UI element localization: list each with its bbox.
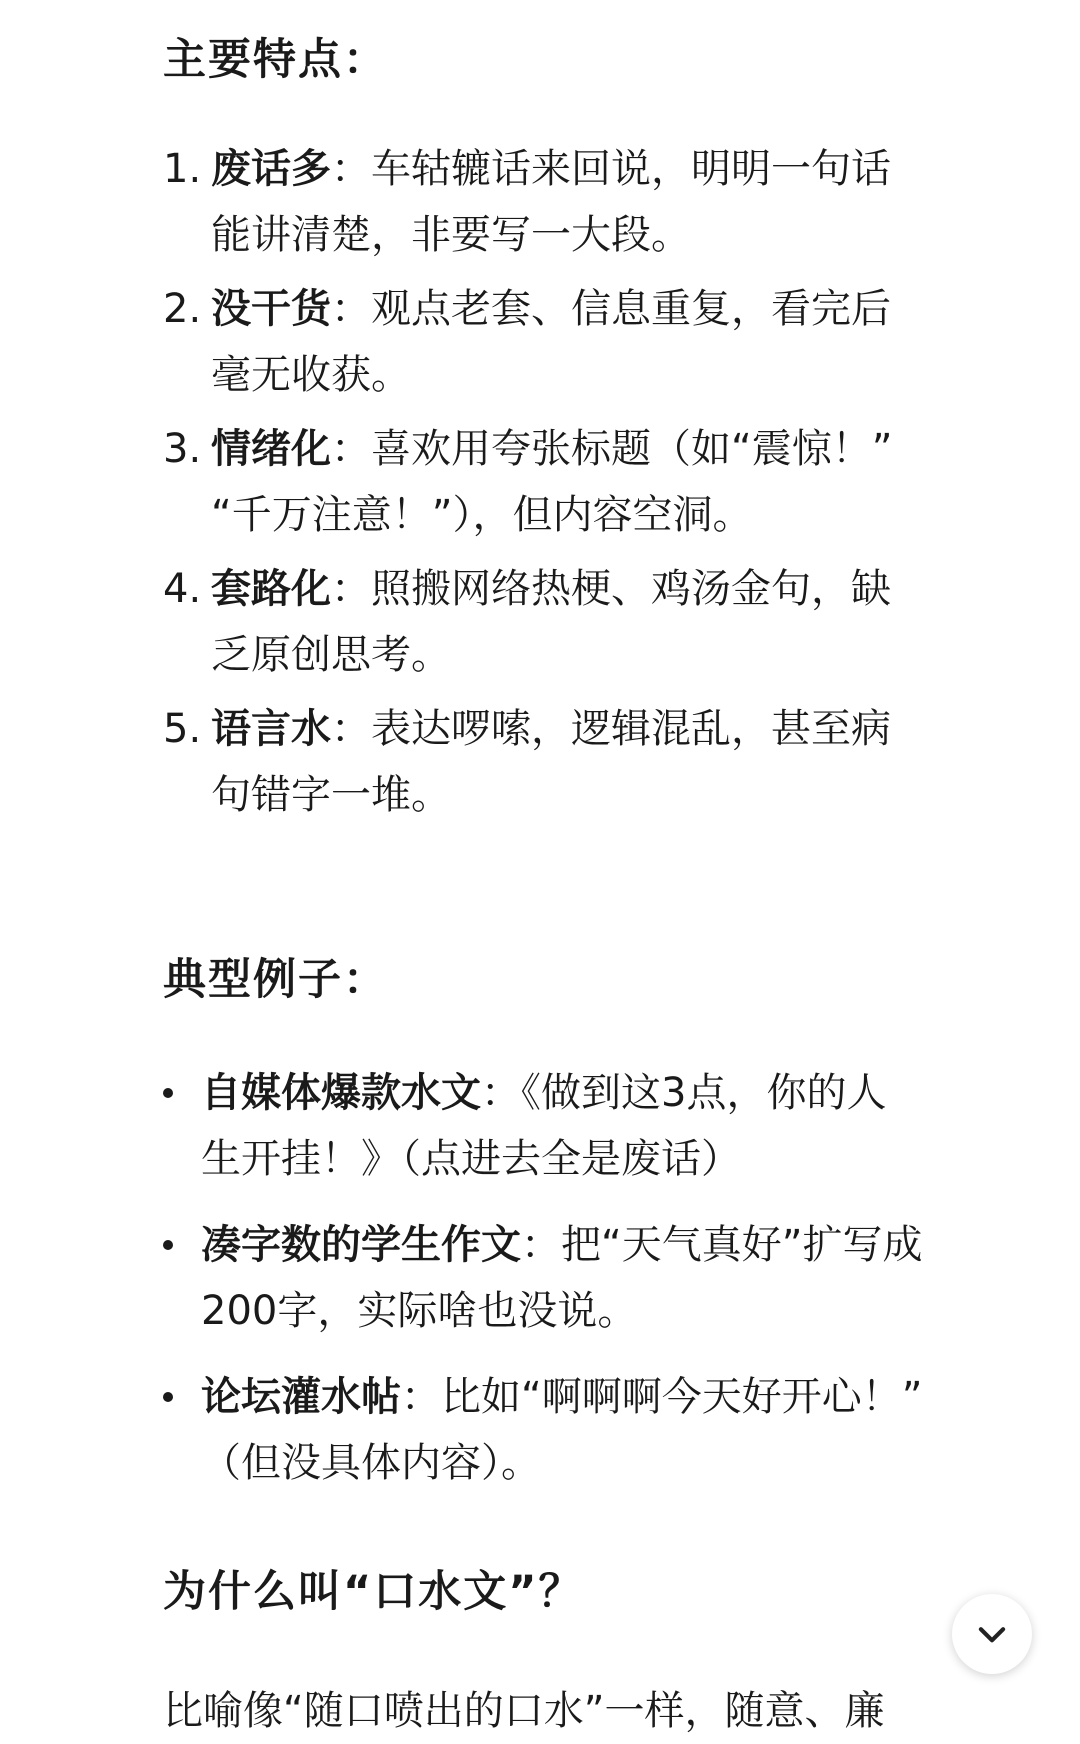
bullet-dot [163,1240,173,1250]
item-term: 自媒体爆款水文 [201,1070,481,1116]
list-number: 1. [163,146,202,192]
item-line2: “千万注意！”），但内容空洞。 [211,492,753,538]
bullet-dot [163,1088,173,1098]
item-line1: 《做到这3点，你的人 [521,1070,887,1116]
list-item [163,416,1003,548]
bullet-dot [163,1392,173,1402]
list-item [163,136,1003,268]
item-line2: 200字，实际啥也没说。 [201,1288,638,1334]
list-number: 4. [163,566,202,612]
list-number: 3. [163,426,202,472]
item-term: 没干货 [211,286,331,332]
partial-paragraph: 比喻像“随口喷出的口水”一样，随意、廉 [163,1688,885,1734]
item-sep: ： [401,1374,441,1420]
item-sep: ： [331,566,371,612]
list-item [163,276,1003,408]
list-number: 2. [163,286,202,332]
item-line1: 车轱辘话来回说，明明一句话 [371,146,891,192]
chevron-down-icon [973,1615,1011,1653]
item-term: 论坛灌水帖 [201,1374,401,1420]
list-item [163,696,1003,828]
examples-heading: 典型例子： [163,955,388,1005]
item-sep: ： [331,286,371,332]
item-sep: ： [331,706,371,752]
item-term: 套路化 [211,566,331,612]
list-item [163,556,1003,688]
item-line2: 句错字一堆。 [211,772,451,818]
item-line2: 生开挂！》（点进去全是废话） [201,1136,741,1182]
item-line2: 毫无收获。 [211,352,411,398]
item-line2: （但没具体内容）。 [201,1440,541,1486]
scroll-down-button[interactable] [952,1594,1032,1674]
item-line1: 喜欢用夸张标题（如“震惊！” [371,426,893,472]
item-sep: ： [521,1222,561,1268]
bullet-item [163,1060,1023,1192]
item-term: 凑字数的学生作文 [201,1222,521,1268]
item-line1: 照搬网络热梗、鸡汤金句，缺 [371,566,891,612]
item-line2: 乏原创思考。 [211,632,451,678]
item-line1: 把“天气真好”扩写成 [561,1222,923,1268]
item-sep: ： [481,1070,521,1116]
why-heading: 为什么叫“口水文”？ [163,1567,584,1617]
item-term: 情绪化 [211,426,331,472]
bullet-item [163,1212,1023,1344]
item-term: 废话多 [211,146,331,192]
item-line1: 比如“啊啊啊今天好开心！” [441,1374,923,1420]
item-term: 语言水 [211,706,331,752]
bullet-item [163,1364,1023,1496]
item-line1: 表达啰嗦，逻辑混乱，甚至病 [371,706,891,752]
features-heading: 主要特点： [163,35,388,85]
item-sep: ： [331,146,371,192]
item-sep: ： [331,426,371,472]
item-line1: 观点老套、信息重复，看完后 [371,286,891,332]
list-number: 5. [163,706,202,752]
item-line2: 能讲清楚，非要写一大段。 [211,212,691,258]
